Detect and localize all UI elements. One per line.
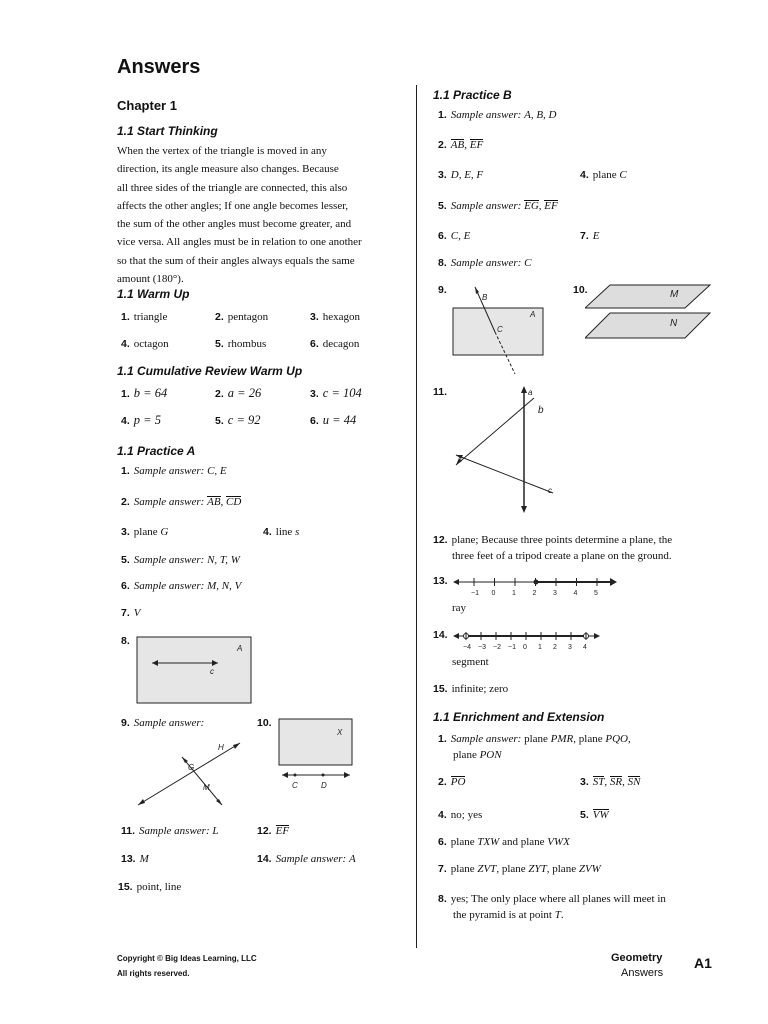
practice-b-q15: 15. infinite; zero [433,683,509,695]
warm-up-heading: 1.1 Warm Up [117,287,190,301]
plane-line-diagram-q9 [450,282,550,377]
practice-a-q4: 4. line s [263,526,300,538]
practice-b-q11: 11. [433,386,448,398]
warm_up-item: 5. rhombus [215,338,267,350]
tick-label: 5 [594,590,598,597]
q13-answer: ray [452,602,467,614]
tick-label: 3 [553,590,557,597]
point-label: A [237,644,243,653]
practice-b-q2: 2. AB, EF [438,139,484,151]
practice-b-q8: 8. Sample answer: C [438,257,532,269]
tick-label: −1 [508,644,516,651]
text-line: affects the other angles; If one angle becomes lesser, [117,199,349,212]
enrichment-q4: 4. no; yes [438,809,483,821]
practice-a-q13: 13. M [121,853,149,865]
number-line-q13 [452,574,622,598]
chapter-heading: Chapter 1 [117,98,177,113]
tick-label: 4 [573,590,578,597]
tick-label: 1 [512,590,516,597]
point-label: X [337,728,343,737]
line-label: c [210,667,214,676]
rights: All rights reserved. [117,969,190,978]
practice-a-q5: 5. Sample answer: N, T, W [121,554,240,566]
practice-a-q8: 8. [121,635,130,647]
text-line: vice versa. All angles must be in relation to one another [117,236,362,249]
cumulative-item: 1. b = 64 [121,386,168,400]
start-thinking-heading: 1.1 Start Thinking [117,124,218,138]
lines-diagram-q9 [130,735,255,815]
section-name: Answers [621,967,664,979]
tick-label: 2 [553,644,557,651]
cumulative-item: 4. p = 5 [121,413,161,427]
practice-a-q3: 3. plane G [121,526,169,538]
line-label: c [548,486,552,495]
tick-label: −3 [478,644,486,651]
text-line: amount (180°). [117,273,184,286]
text-line: the sum of the other angles must become greater, and [117,218,352,231]
practice-b-q7: 7. E [580,230,600,242]
cumulative-heading: 1.1 Cumulative Review Warm Up [117,364,303,378]
point-label: H [218,743,224,752]
q14-answer: segment [452,656,489,668]
practice-b-heading: 1.1 Practice B [433,88,512,102]
point-label: D [321,781,327,790]
point-label: C [497,325,503,334]
enrichment-q8: 8. yes; The only place where all planes will meet in the pyramid is at point T. [438,893,666,921]
enrichment-heading: 1.1 Enrichment and Extension [433,710,605,724]
practice-b-q9: 9. [438,284,447,296]
copyright: Copyright © Big Ideas Learning, LLC [117,954,257,963]
point-label: C [292,781,298,790]
text-line: When the vertex of the triangle is moved in any [117,145,327,157]
enrichment-q6: 6. plane TXW and plane VWX [438,836,570,848]
text-line: direction, its angle measure also changes. Because [117,163,339,176]
plane-diagram-q10 [275,715,360,795]
lines-diagram-q11 [448,383,568,515]
number-line-q14 [452,628,602,652]
warm_up-item: 1. triangle [121,311,168,323]
text-line: all three sides of the triangle are connected, this also [117,181,348,194]
point-label: M [203,783,210,792]
practice-a-q10: 10. [257,717,272,729]
practice-b-q13: 13. [433,575,448,587]
enrichment-q7: 7. plane ZVT, plane ZYT, plane ZVW [438,863,601,875]
point-label: B [482,293,488,302]
practice-b-q4: 4. plane C [580,169,627,181]
practice-a-q7: 7. V [121,607,141,619]
point-label: A [530,310,536,319]
practice-b-q14: 14. [433,629,448,641]
warm_up-item: 3. hexagon [310,311,361,323]
tick-label: 3 [568,644,572,651]
cumulative-item: 6. u = 44 [310,413,357,427]
practice-a-q2: 2. Sample answer: AB, CD [121,496,242,508]
tick-label: −1 [471,590,479,597]
enrichment-q2: 2. PO [438,776,466,788]
practice-b-q10: 10. [573,284,588,296]
line-label: b [538,405,544,416]
line-label: a [528,388,533,397]
cumulative-item: 5. c = 92 [215,413,261,427]
point-label: G [188,763,195,772]
plane-diagram-q8 [130,630,260,710]
practice-a-q9: 9. Sample answer: [121,717,205,729]
start-thinking-text [117,142,362,288]
tick-label: −2 [493,644,501,651]
page-number: A1 [694,955,712,971]
practice-a-q14: 14. Sample answer: A [257,853,356,865]
practice-b-q5: 5. Sample answer: EG, EF [438,200,558,212]
page-title: Answers [117,56,201,78]
tick-label: 1 [538,644,542,651]
practice-a-q1: 1. Sample answer: C, E [121,465,227,477]
practice-a-heading: 1.1 Practice A [117,444,196,458]
practice-a-q11: 11. Sample answer: L [121,825,219,837]
text-line: so that the sum of their angles always equals the same [117,254,355,267]
tick-label: 0 [523,644,527,651]
plane-label: N [670,318,678,329]
practice-b-q3: 3. D, E, F [438,169,484,181]
cumulative-item: 2. a = 26 [215,386,262,400]
book-title: Geometry [611,952,663,964]
practice-b-q1: 1. Sample answer: A, B, D [438,109,557,121]
tick-label: −4 [463,644,471,651]
enrichment-q1: 1. Sample answer: plane PMR, plane PQO, plane PON [438,733,631,761]
tick-label: 4 [583,644,587,651]
cumulative-item: 3. c = 104 [310,386,362,400]
practice-b-q12: 12. plane; Because three points determine a plane, the three feet of a tripod create a plane on the ground. [433,534,673,562]
column-divider [416,85,417,948]
tick-label: 0 [491,590,496,597]
parallel-planes-diagram-q10 [585,280,715,345]
enrichment-q3: 3. ST, SR, SN [580,776,641,788]
practice-b-q6: 6. C, E [438,230,471,242]
practice-a-q6: 6. Sample answer: M, N, V [121,580,242,592]
warm_up-item: 6. decagon [310,338,360,350]
plane-label: M [670,289,679,300]
tick-label: 2 [532,590,537,597]
warm_up-item: 2. pentagon [215,311,269,323]
warm_up-item: 4. octagon [121,338,169,350]
enrichment-q5: 5. VW [580,809,609,821]
practice-a-q15: 15. point, line [118,881,182,893]
practice-a-q12: 12. EF [257,825,290,837]
